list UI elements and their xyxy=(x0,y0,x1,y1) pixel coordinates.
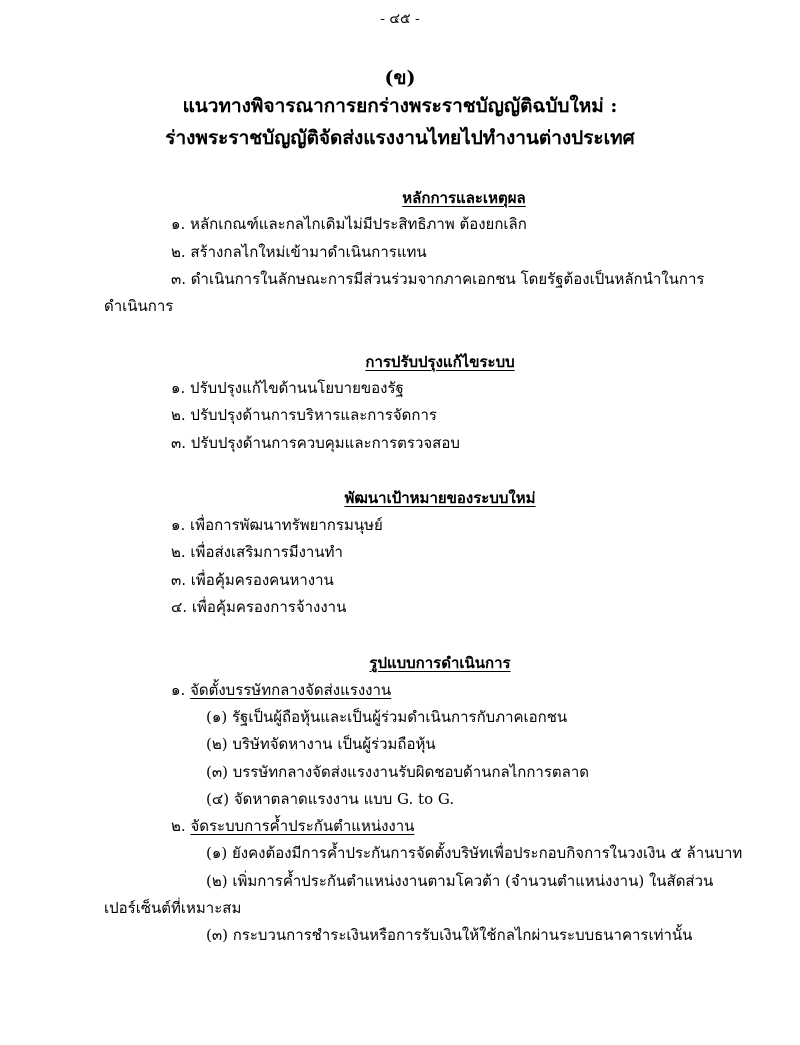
principles-item-1: ๑. หลักเกณฑ์และกลไกเดิมไม่มีประสิทธิภาพ ต้องยกเลิก xyxy=(171,215,527,233)
improvement-heading: การปรับปรุงแก้ไขระบบ xyxy=(365,353,515,371)
principles-item-3: ๓. ดำเนินการในลักษณะการมีส่วนร่วมจากภาคเอกชน โดยรัฐต้องเป็นหลักนำในการ xyxy=(171,270,705,288)
goals-heading: พัฒนาเป้าหมายของระบบใหม่ xyxy=(344,489,536,507)
section-label: (ข) xyxy=(384,67,416,89)
operations-sub2-item-1: (๑) ยังคงต้องมีการค้ำประกันการจัดตั้งบริษัทเพื่อประกอบกิจการในวงเงิน ๕ ล้านบาท xyxy=(206,844,743,862)
principles-heading: หลักการและเหตุผล xyxy=(402,189,526,207)
operations-sub1-number: ๑. xyxy=(171,681,186,699)
improvement-item-2: ๒. ปรับปรุงด้านการบริหารและการจัดการ xyxy=(171,406,437,424)
goals-item-4: ๔. เพื่อคุ้มครองการจ้างงาน xyxy=(171,598,347,616)
improvement-item-1: ๑. ปรับปรุงแก้ไขด้านนโยบายของรัฐ xyxy=(171,379,404,397)
operations-sub1 xyxy=(171,679,391,701)
title-line-1: แนวทางพิจารณาการยกร่างพระราชบัญญัติฉบับใหม่ : xyxy=(182,95,618,117)
operations-sub2-number: ๒. xyxy=(171,817,186,835)
operations-sub2 xyxy=(171,815,414,837)
operations-sub2-title: จัดระบบการค้ำประกันตำแหน่งงาน xyxy=(190,817,415,835)
operations-sub1-item-2: (๒) บริษัทจัดหางาน เป็นผู้ร่วมถือหุ้น xyxy=(206,735,436,753)
operations-sub1-item-4: (๔) จัดหาตลาดแรงงาน แบบ G. to G. xyxy=(206,790,455,808)
operations-heading: รูปแบบการดำเนินการ xyxy=(369,654,511,672)
operations-sub2-item-2: (๒) เพิ่มการค้ำประกันตำแหน่งงานตามโควต้า (จำนวนตำแหน่งงาน) ในสัดส่วน xyxy=(206,872,714,890)
operations-sub2-item-3: (๓) กระบวนการชำระเงินหรือการรับเงินให้ใช้กลไกผ่านระบบธนาคารเท่านั้น xyxy=(206,926,693,944)
operations-sub2-item-2-continuation: เปอร์เซ็นต์ที่เหมาะสม xyxy=(104,899,242,917)
improvement-item-3: ๓. ปรับปรุงด้านการควบคุมและการตรวจสอบ xyxy=(171,434,460,452)
goals-item-2: ๒. เพื่อส่งเสริมการมีงานทำ xyxy=(171,543,343,561)
operations-sub1-title: จัดตั้งบรรษัทกลางจัดส่งแรงงาน xyxy=(190,681,392,699)
principles-item-3-continuation: ดำเนินการ xyxy=(104,297,174,315)
operations-sub1-item-3: (๓) บรรษัทกลางจัดส่งแรงงานรับผิดชอบด้านกลไกการตลาด xyxy=(206,763,590,781)
title-line-2: ร่างพระราชบัญญัติจัดส่งแรงงานไทยไปทำงานต่างประเทศ xyxy=(165,127,635,149)
goals-item-1: ๑. เพื่อการพัฒนาทรัพยากรมนุษย์ xyxy=(171,516,383,534)
goals-item-3: ๓. เพื่อคุ้มครองคนหางาน xyxy=(171,571,334,589)
principles-item-2: ๒. สร้างกลไกใหม่เข้ามาดำเนินการแทน xyxy=(171,243,427,261)
operations-sub1-item-1: (๑) รัฐเป็นผู้ถือหุ้นและเป็นผู้ร่วมดำเนินการกับภาคเอกชน xyxy=(206,708,568,726)
page-number: - ๔๕ - xyxy=(380,11,420,27)
